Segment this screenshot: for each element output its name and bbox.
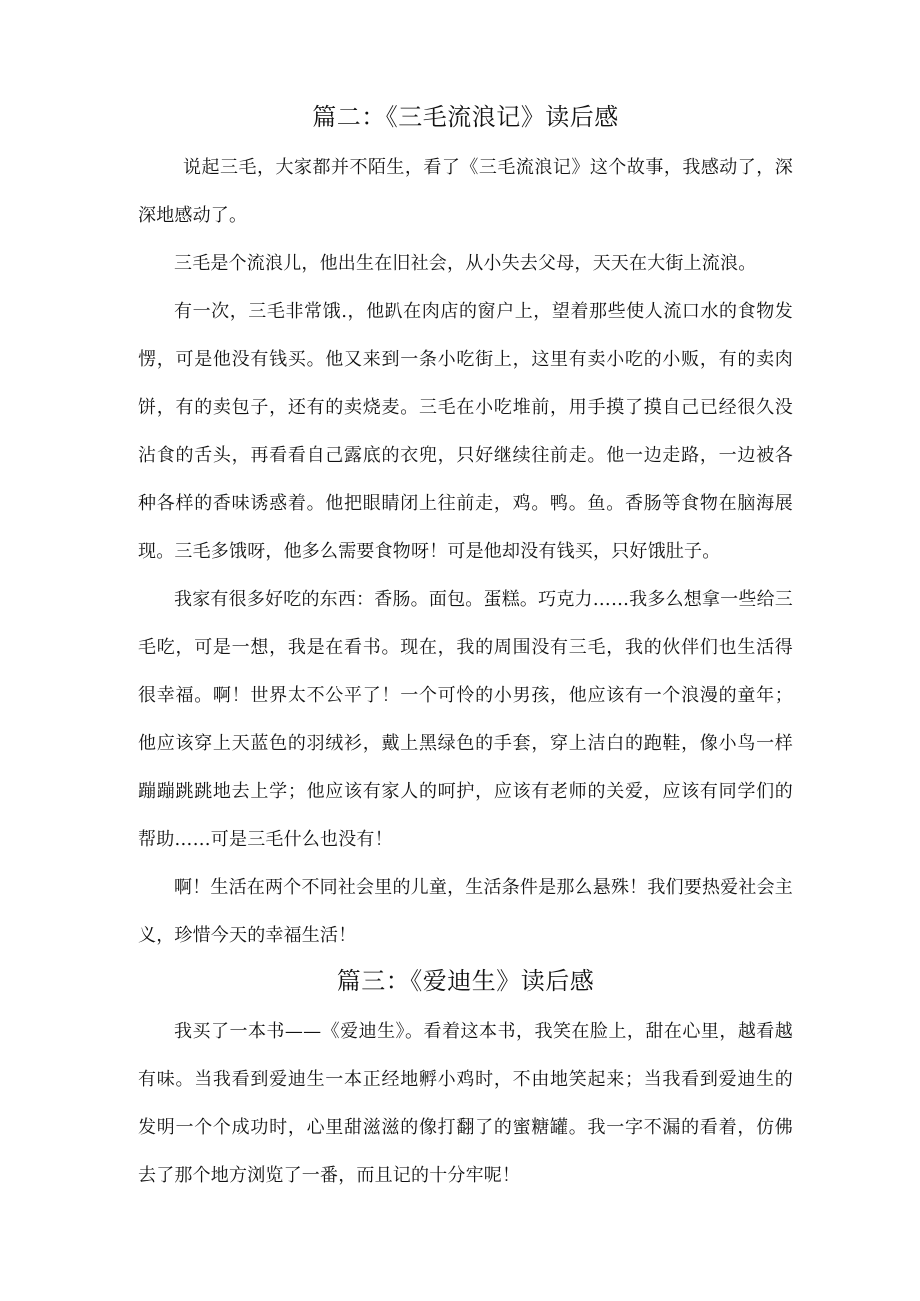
document-content	[138, 96, 793, 1200]
section-title: 篇三：《爱迪生》读后感	[336, 967, 595, 995]
paragraph: 啊！生活在两个不同社会里的儿童，生活条件是那么悬殊！我们要热爱社会主义，珍惜今天的幸福生活！	[138, 877, 793, 946]
paragraph: 有一次，三毛非常饿.，他趴在肉店的窗户上，望着那些使人流口水的食物发愣，可是他没有钱买。他又来到一条小吃街上，这里有卖小吃的小贩，有的卖肉饼，有的卖包子，还有的卖烧麦。三毛在小吃堆前，用手摸了摸自己已经很久没沾食的舌头，再看看自己露底的衣兜，只好继续往前走。他一边走路，一边被各种各样的香味诱惑着。他把眼睛闭上往前走，鸡。鸭。鱼。香肠等食物在脑海展现。三毛多饿呀，他多么需要食物呀！可是他却没有钱买，只好饿肚子。	[138, 301, 793, 562]
paragraph: 我买了一本书——《爱迪生》。看着这本书，我笑在脸上，甜在心里，越看越有味。当我看到爱迪生一本正经地孵小鸡时，不由地笑起来；当我看到爱迪生的发明一个个成功时，心里甜滋滋的像打翻了的蜜糖罐。我一字不漏的看着，仿佛去了那个地方浏览了一番，而且记的十分牢呢！	[138, 1021, 793, 1186]
paragraph: 三毛是个流浪儿，他出生在旧社会，从小失去父母，天天在大街上流浪。	[174, 253, 757, 274]
section-title: 篇二：《三毛流浪记》读后感	[312, 103, 619, 131]
paragraph: 说起三毛，大家都并不陌生，看了《三毛流浪记》这个故事，我感动了，深深地感动了。	[138, 157, 793, 226]
paragraph: 我家有很多好吃的东西：香肠。面包。蛋糕。巧克力……我多么想拿一些给三毛吃，可是一想，我是在看书。现在，我的周围没有三毛，我的伙伴们也生活得很幸福。啊！世界太不公平了！一个可怜的小男孩，他应该有一个浪漫的童年；他应该穿上天蓝色的羽绒衫，戴上黑绿色的手套，穿上洁白的跑鞋，像小鸟一样蹦蹦跳跳地去上学；他应该有家人的呵护，应该有老师的关爱，应该有同学们的帮助……可是三毛什么也没有！	[138, 589, 793, 850]
